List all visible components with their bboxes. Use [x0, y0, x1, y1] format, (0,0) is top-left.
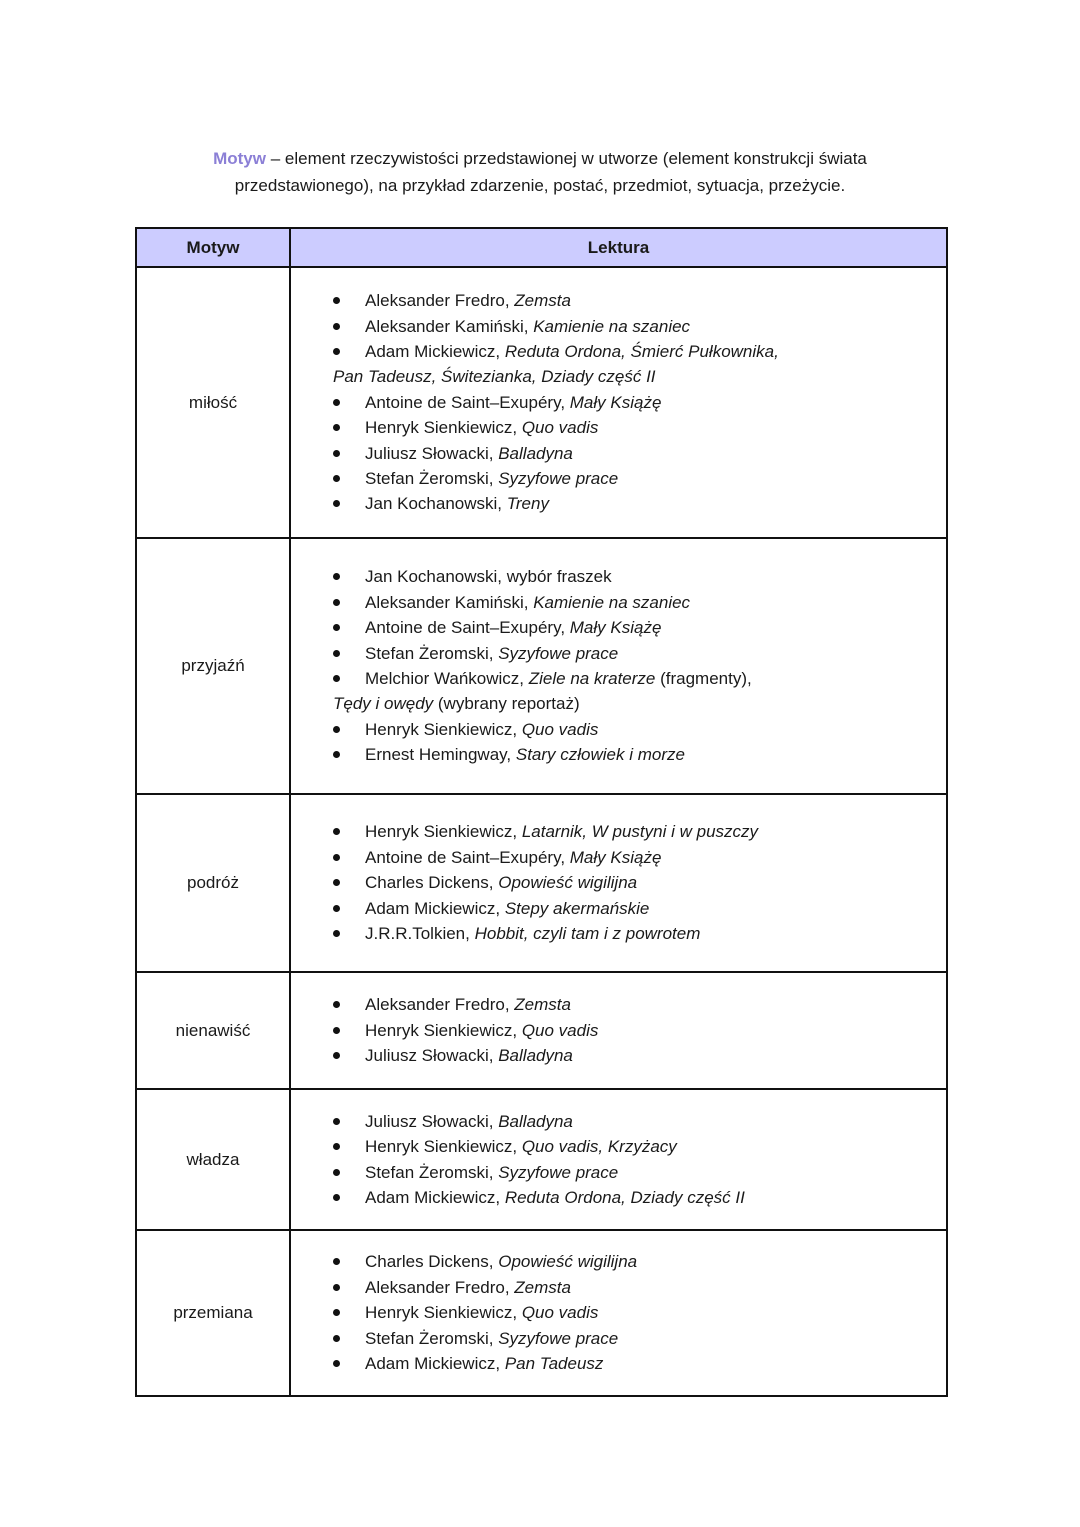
work-note: (wybrany reportaż) — [433, 694, 580, 714]
table-header-row — [136, 228, 947, 267]
list-item — [333, 1160, 926, 1185]
work-author: Juliusz Słowacki, — [365, 1046, 499, 1066]
header-motyw: Motyw — [136, 228, 290, 267]
work-author: Adam Mickiewicz, — [365, 341, 505, 361]
bullet-icon — [333, 1027, 340, 1034]
list-item — [333, 742, 926, 767]
work-title: Syzyfowe prace — [498, 1328, 619, 1348]
bullet-icon — [333, 1194, 340, 1201]
list-item — [333, 1109, 926, 1134]
work-title: Pan Tadeusz — [504, 1354, 604, 1374]
work-author: Aleksander Fredro, — [365, 291, 515, 311]
work-author: J.R.R.Tolkien, — [365, 924, 475, 944]
work-author: Charles Dickens, — [365, 873, 499, 893]
work-title: Kamienie na szaniec — [533, 316, 691, 336]
work-title: Reduta Ordona, Dziady część II — [504, 1187, 745, 1207]
work-author: Stefan Żeromski, — [365, 1162, 499, 1182]
works-cell — [290, 267, 947, 538]
header-lektura: Lektura — [290, 228, 947, 267]
bullet-icon — [333, 348, 340, 355]
list-item — [333, 415, 926, 440]
bullet-icon — [333, 323, 340, 330]
work-title: Balladyna — [498, 443, 573, 463]
work-title: Balladyna — [498, 1046, 573, 1066]
bullet-icon — [333, 573, 340, 580]
work-title: Tędy i owędy — [333, 694, 434, 714]
list-item — [333, 1185, 926, 1210]
motif-cell: przyjaźń — [136, 538, 290, 794]
list-item — [333, 992, 926, 1017]
list-item — [333, 870, 926, 895]
bullet-icon — [333, 1258, 340, 1265]
bullet-icon — [333, 500, 340, 507]
work-title: Stepy akermańskie — [504, 898, 650, 918]
list-item — [333, 288, 926, 313]
work-author: Aleksander Kamiński, — [365, 592, 534, 612]
works-cell — [290, 1089, 947, 1230]
table-row — [136, 267, 947, 538]
bullet-icon — [333, 399, 340, 406]
works-cell — [290, 538, 947, 794]
bullet-icon — [333, 624, 340, 631]
work-title: Quo vadis — [521, 1303, 599, 1323]
work-author: Adam Mickiewicz, — [365, 898, 505, 918]
definition-text: – element rzeczywistości przedstawionej w utworze (element konstrukcji świata przedstawionego), na przykład zdarzenie, postać, przedmiot, sytuacja, przeżycie. — [234, 149, 867, 195]
bullet-icon — [333, 1309, 340, 1316]
work-author: Henryk Sienkiewicz, — [365, 719, 522, 739]
list-item — [333, 1351, 926, 1376]
list-item — [333, 1249, 926, 1274]
bullet-icon — [333, 599, 340, 606]
work-title: Opowieść wigilijna — [498, 1252, 638, 1272]
list-item — [333, 666, 926, 691]
work-author: Aleksander Fredro, — [365, 1277, 515, 1297]
works-list — [291, 1249, 946, 1376]
work-author: Stefan Żeromski, — [365, 1328, 499, 1348]
work-title: Quo vadis — [521, 1020, 599, 1040]
motif-definition — [150, 145, 930, 199]
list-item — [333, 1300, 926, 1325]
list-item — [333, 845, 926, 870]
work-author: Henryk Sienkiewicz, — [365, 1303, 522, 1323]
work-title: Syzyfowe prace — [498, 643, 619, 663]
work-author: Charles Dickens, — [365, 1252, 499, 1272]
list-item — [333, 441, 926, 466]
work-title: Mały Książę — [569, 847, 662, 867]
work-title: Opowieść wigilijna — [498, 873, 638, 893]
bullet-icon — [333, 879, 340, 886]
bullet-icon — [333, 475, 340, 482]
work-title: Pan Tadeusz, Świtezianka, Dziady część II — [333, 367, 656, 387]
work-author: Henryk Sienkiewicz, — [365, 418, 522, 438]
motif-cell: przemiana — [136, 1230, 290, 1396]
work-title: Mały Książę — [569, 618, 662, 638]
work-title: Balladyna — [498, 1111, 573, 1131]
list-item — [333, 1018, 926, 1043]
table-row — [136, 1089, 947, 1230]
list-item — [333, 896, 926, 921]
work-author: Jan Kochanowski, wybór fraszek — [365, 567, 612, 587]
work-author: Antoine de Saint–Exupéry, — [365, 392, 570, 412]
list-item — [333, 921, 926, 946]
work-author: Henryk Sienkiewicz, — [365, 1137, 522, 1157]
bullet-icon — [333, 1169, 340, 1176]
works-cell — [290, 972, 947, 1089]
bullet-icon — [333, 424, 340, 431]
work-author: Henryk Sienkiewicz, — [365, 1020, 522, 1040]
work-author: Aleksander Fredro, — [365, 995, 515, 1015]
work-author: Juliusz Słowacki, — [365, 443, 499, 463]
work-title: Quo vadis — [521, 719, 599, 739]
table-body — [136, 267, 947, 1396]
list-item — [333, 1326, 926, 1351]
work-author: Melchior Wańkowicz, — [365, 669, 529, 688]
bullet-icon — [333, 905, 340, 912]
works-list — [291, 819, 946, 946]
list-item — [333, 466, 926, 491]
definition-term: Motyw — [213, 149, 266, 168]
bullet-icon — [333, 751, 340, 758]
work-title: Zemsta — [514, 1277, 571, 1297]
bullet-icon — [333, 1143, 340, 1150]
works-cell — [290, 794, 947, 972]
works-list — [291, 1109, 946, 1211]
bullet-icon — [333, 1001, 340, 1008]
list-item — [333, 390, 926, 415]
bullet-icon — [333, 1118, 340, 1125]
list-item — [333, 314, 926, 339]
work-author: Juliusz Słowacki, — [365, 1111, 499, 1131]
work-author: Stefan Żeromski, — [365, 469, 499, 489]
work-author: Antoine de Saint–Exupéry, — [365, 847, 570, 867]
list-item — [333, 1275, 926, 1300]
bullet-icon — [333, 297, 340, 304]
work-title: Zemsta — [514, 291, 571, 311]
motif-cell: podróż — [136, 794, 290, 972]
table-row — [136, 972, 947, 1089]
list-item — [333, 1043, 926, 1068]
bullet-icon — [333, 675, 340, 682]
work-author: Henryk Sienkiewicz, — [365, 822, 522, 842]
works-cell — [290, 1230, 947, 1396]
list-item — [333, 615, 926, 640]
bullet-icon — [333, 450, 340, 457]
work-author: Adam Mickiewicz, — [365, 1187, 505, 1207]
bullet-icon — [333, 650, 340, 657]
bullet-icon — [333, 930, 340, 937]
work-author: Adam Mickiewicz, — [365, 1354, 505, 1374]
bullet-icon — [333, 854, 340, 861]
bullet-icon — [333, 726, 340, 733]
work-author: Antoine de Saint–Exupéry, — [365, 618, 570, 638]
table-row — [136, 538, 947, 794]
motif-cell: nienawiść — [136, 972, 290, 1089]
work-author: Ernest Hemingway, — [365, 745, 516, 765]
bullet-icon — [333, 828, 340, 835]
list-item — [333, 1134, 926, 1159]
works-list — [291, 288, 946, 517]
work-title: Mały Książę — [569, 392, 662, 412]
work-title: Kamienie na szaniec — [533, 592, 691, 612]
bullet-icon — [333, 1360, 340, 1367]
work-author: Jan Kochanowski, — [365, 494, 507, 514]
list-item — [333, 717, 926, 742]
motifs-table — [135, 227, 948, 1397]
table-row — [136, 1230, 947, 1396]
work-title: Zemsta — [514, 995, 571, 1015]
work-title: Ziele na kraterze — [528, 669, 656, 688]
list-item — [333, 641, 926, 666]
list-item — [333, 491, 926, 516]
work-title: Hobbit, czyli tam i z powrotem — [474, 924, 701, 944]
list-item — [333, 819, 926, 844]
list-item — [333, 364, 926, 389]
work-author: Aleksander Kamiński, — [365, 316, 534, 336]
works-list — [291, 564, 946, 767]
work-title: Latarnik, W pustyni i w puszczy — [521, 822, 759, 842]
list-item — [333, 564, 926, 589]
bullet-icon — [333, 1335, 340, 1342]
list-item — [333, 691, 926, 716]
work-title: Reduta Ordona, Śmierć Pułkownika, — [504, 341, 779, 361]
motif-cell: miłość — [136, 267, 290, 538]
work-title: Syzyfowe prace — [498, 469, 619, 489]
works-list — [291, 992, 946, 1068]
work-title: Stary człowiek i morze — [515, 745, 685, 765]
table-row — [136, 794, 947, 972]
work-title: Quo vadis — [521, 418, 599, 438]
list-item — [333, 590, 926, 615]
work-author: Stefan Żeromski, — [365, 643, 499, 663]
work-title: Treny — [506, 494, 549, 514]
bullet-icon — [333, 1284, 340, 1291]
motif-cell: władza — [136, 1089, 290, 1230]
work-note: (fragmenty), — [655, 669, 752, 688]
work-title: Quo vadis, Krzyżacy — [521, 1137, 677, 1157]
work-title: Syzyfowe prace — [498, 1162, 619, 1182]
bullet-icon — [333, 1052, 340, 1059]
list-item — [333, 339, 926, 364]
